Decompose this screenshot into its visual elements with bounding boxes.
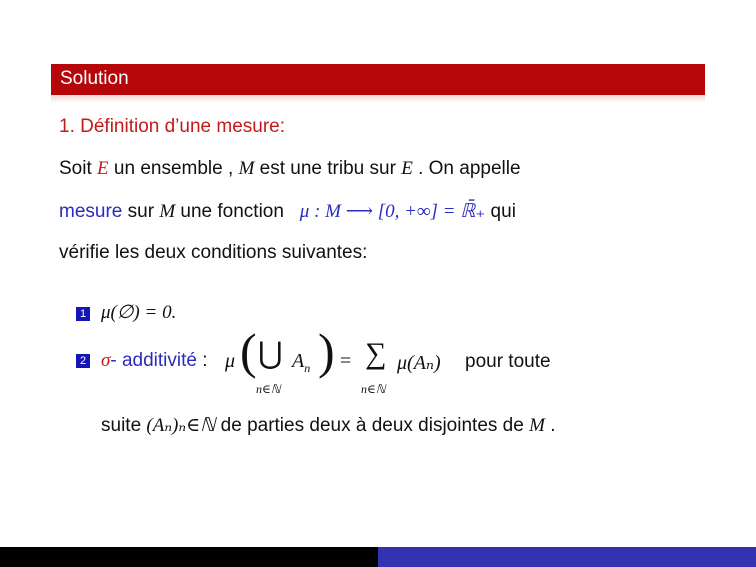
math-E: E <box>401 158 413 179</box>
term-additivite: - additivité <box>110 350 197 371</box>
text: . <box>544 415 556 436</box>
item-number-2: 2 <box>76 354 90 368</box>
text: est une tribu sur <box>254 158 402 179</box>
math-M: M <box>529 415 545 436</box>
text: . On appelle <box>412 158 521 179</box>
condition-suite-line <box>101 414 555 437</box>
footer-bar-left <box>0 547 378 567</box>
math-function-def: μ : M ⟶ [0, +∞] = ℝ̄₊ <box>299 201 486 222</box>
math-mu-An: μ(Aₙ) <box>397 352 441 374</box>
math-paren-close: ) <box>318 323 335 379</box>
math-sum-index: n∈ℕ <box>361 382 386 396</box>
text: de parties deux à deux disjointes de <box>215 415 530 436</box>
sigma-additivity-label <box>101 350 208 372</box>
term-mesure: mesure <box>59 201 123 222</box>
math-union-index: n∈ℕ <box>256 382 281 396</box>
math-mu: μ <box>225 350 236 372</box>
math-sigma: σ <box>101 350 111 371</box>
section-heading: 1. Définition d’une mesure: <box>59 116 286 137</box>
text: A <box>292 350 305 372</box>
text: qui <box>485 201 516 222</box>
text: n <box>304 361 311 375</box>
text-pour-toute: pour toute <box>465 351 551 372</box>
math-E: E <box>97 158 109 179</box>
text: : <box>196 350 208 371</box>
definition-line-2 <box>59 200 516 223</box>
text: une fonction <box>175 201 290 222</box>
block-header-shadow <box>51 95 705 103</box>
math-bigcup: ⋃ <box>258 337 283 370</box>
solution-block-header <box>51 64 705 95</box>
definition-line-1 <box>59 158 521 180</box>
definition-line-3: vérifie les deux conditions suivantes: <box>59 242 368 263</box>
text: sur <box>122 201 160 222</box>
math-sequence: (Aₙ)ₙ∈ℕ <box>146 415 216 436</box>
text: Soit <box>59 158 98 179</box>
text: suite <box>101 415 147 436</box>
math-paren-open: ( <box>240 323 257 379</box>
text: un ensemble , <box>108 158 239 179</box>
math-sum: ∑ <box>365 337 387 370</box>
math-equals: = <box>340 350 352 372</box>
condition-empty-set: μ(∅) = 0. <box>101 302 177 323</box>
math-M: M <box>238 158 255 179</box>
item-number-1: 1 <box>76 307 90 321</box>
block-title: Solution <box>60 68 129 89</box>
math-A-n <box>292 350 310 376</box>
math-M: M <box>159 201 176 222</box>
footer-bar-right <box>378 547 756 567</box>
